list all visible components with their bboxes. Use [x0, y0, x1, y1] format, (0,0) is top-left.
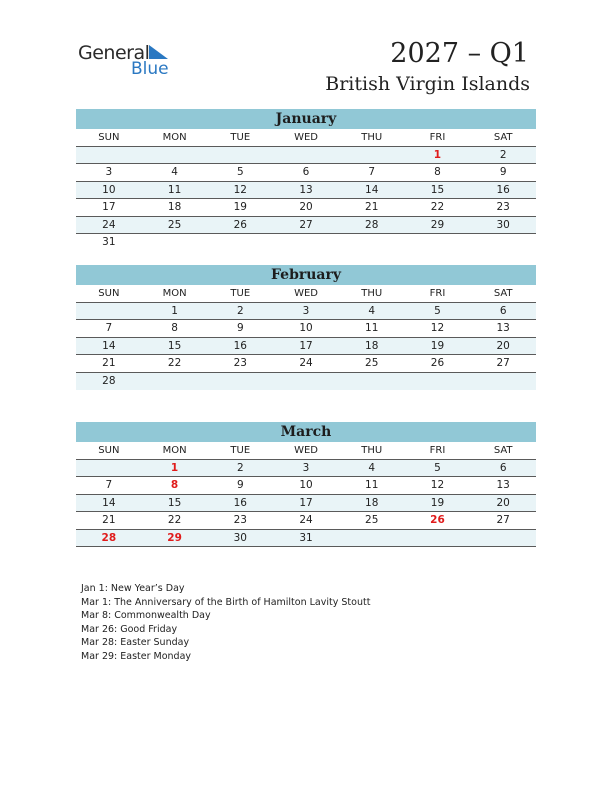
week-row [76, 217, 536, 235]
date-cell: 21 [102, 357, 116, 369]
date-cell: 11 [365, 479, 379, 491]
date-cell [273, 373, 339, 391]
holiday-notes [81, 582, 370, 663]
date-cell: 23 [496, 201, 510, 213]
week-row [76, 495, 536, 513]
date-cell: 10 [299, 479, 313, 491]
date-cell: 16 [233, 496, 247, 509]
date-cell [405, 373, 471, 391]
date-cell: 13 [496, 479, 510, 491]
month-calendar-january [76, 109, 536, 252]
weekday-label: TUE [230, 132, 251, 143]
date-cell: 2 [499, 148, 507, 161]
date-cell: 12 [233, 183, 247, 196]
date-cell: 17 [299, 339, 313, 352]
date-cell [273, 147, 339, 164]
logo-text-general: General [78, 42, 150, 64]
page-subtitle: British Virgin Islands [325, 73, 530, 95]
date-cell: 3 [302, 461, 310, 474]
weekday-label: WED [294, 445, 318, 456]
week-row [76, 147, 536, 165]
date-cell [405, 234, 471, 252]
weekday-label: TUE [230, 288, 251, 299]
holiday-date-cell: 1 [433, 148, 442, 161]
weekday-label: FRI [429, 445, 446, 456]
weekday-label: THU [361, 132, 383, 143]
date-cell: 2 [236, 461, 244, 474]
week-row [76, 303, 536, 321]
week-row [76, 373, 536, 391]
date-cell: 6 [302, 166, 310, 178]
weekday-label: MON [162, 132, 187, 143]
weekday-header-row [76, 285, 536, 303]
date-cell: 26 [233, 218, 247, 231]
week-row [76, 355, 536, 373]
date-cell [142, 234, 208, 252]
date-cell: 31 [299, 531, 313, 544]
date-cell: 4 [171, 166, 178, 178]
date-cell [142, 147, 208, 164]
weekday-label: SUN [98, 288, 120, 299]
week-row [76, 512, 536, 530]
date-cell: 17 [299, 496, 313, 509]
date-cell [339, 234, 405, 252]
date-cell: 18 [365, 339, 379, 352]
date-cell [76, 460, 142, 477]
date-cell: 11 [365, 322, 379, 334]
date-cell: 30 [233, 531, 247, 544]
date-cell: 15 [430, 183, 445, 196]
date-cell [273, 234, 339, 252]
date-cell: 19 [430, 496, 445, 509]
month-title: March [76, 422, 536, 442]
date-cell: 25 [365, 514, 379, 526]
date-cell: 8 [434, 166, 441, 178]
date-cell: 23 [233, 514, 247, 526]
date-cell: 29 [430, 218, 445, 231]
date-cell: 13 [496, 322, 510, 334]
date-cell: 2 [236, 304, 244, 317]
weekday-label: SUN [98, 132, 120, 143]
date-cell: 14 [365, 183, 379, 196]
date-cell [207, 147, 273, 164]
date-cell: 21 [102, 514, 116, 526]
date-cell [76, 303, 142, 320]
date-cell: 3 [105, 166, 113, 178]
week-row [76, 477, 536, 495]
holiday-date-cell: 28 [101, 531, 117, 544]
date-cell: 10 [102, 183, 116, 196]
date-cell: 5 [434, 461, 441, 474]
date-cell: 7 [105, 479, 113, 491]
date-cell: 27 [496, 514, 510, 526]
logo-triangle-icon [149, 45, 168, 59]
weekday-label: FRI [429, 288, 446, 299]
date-cell: 1 [171, 304, 178, 317]
month-title: February [76, 265, 536, 285]
week-row [76, 530, 536, 548]
date-cell: 12 [430, 479, 445, 491]
date-cell: 28 [102, 374, 116, 387]
holiday-date-cell: 29 [167, 531, 182, 544]
date-cell: 20 [496, 496, 510, 509]
date-cell: 27 [299, 218, 313, 231]
date-cell [339, 530, 405, 547]
date-cell: 18 [365, 496, 379, 509]
date-cell: 27 [496, 357, 510, 369]
weekday-label: WED [294, 132, 318, 143]
date-cell: 9 [236, 322, 244, 334]
weekday-label: THU [361, 288, 383, 299]
date-cell [470, 530, 536, 547]
date-cell [207, 234, 273, 252]
date-cell: 7 [105, 322, 113, 334]
month-calendar-march [76, 422, 536, 547]
weekday-label: MON [162, 445, 187, 456]
holiday-note: Mar 29: Easter Monday [81, 650, 192, 662]
page-title: 2027 – Q1 [390, 38, 529, 69]
date-cell: 11 [167, 183, 182, 196]
date-cell [142, 373, 208, 391]
date-cell: 16 [233, 339, 247, 352]
date-cell: 8 [171, 322, 178, 334]
logo-text-blue: Blue [131, 59, 169, 79]
weekday-label: MON [162, 288, 187, 299]
weekday-label: THU [361, 445, 383, 456]
date-cell: 19 [430, 339, 445, 352]
weekday-label: WED [294, 288, 318, 299]
week-row [76, 338, 536, 356]
date-cell: 25 [365, 357, 379, 369]
date-cell: 15 [167, 339, 182, 352]
date-cell: 22 [430, 201, 445, 213]
date-cell [339, 147, 405, 164]
weekday-label: SAT [493, 288, 513, 299]
week-row [76, 182, 536, 200]
date-cell: 6 [499, 461, 507, 474]
date-cell: 30 [496, 218, 510, 231]
date-cell: 24 [299, 514, 313, 526]
date-cell: 25 [167, 218, 182, 231]
weekday-label: SAT [493, 132, 513, 143]
date-cell [470, 234, 536, 252]
date-cell: 24 [299, 357, 313, 369]
holiday-note: Mar 28: Easter Sunday [81, 637, 190, 648]
holiday-note: Mar 1: The Anniversary of the Birth of Hamilton Lavity Stoutt [81, 596, 371, 608]
date-cell: 22 [167, 357, 182, 369]
weekday-header-row [76, 442, 536, 460]
date-cell: 14 [102, 339, 116, 352]
weekday-header-row [76, 129, 536, 147]
week-row [76, 164, 536, 182]
date-cell: 17 [102, 201, 116, 213]
date-cell: 5 [236, 166, 244, 178]
date-cell: 26 [430, 357, 445, 369]
holiday-note: Mar 8: Commonwealth Day [81, 610, 211, 621]
date-cell: 4 [368, 461, 376, 474]
date-cell: 7 [368, 166, 376, 178]
date-cell: 14 [102, 496, 116, 509]
date-cell: 22 [167, 514, 182, 526]
date-cell: 4 [368, 304, 376, 317]
date-cell: 16 [496, 183, 510, 196]
date-cell: 6 [499, 304, 507, 317]
week-row [76, 320, 536, 338]
date-cell [339, 373, 405, 391]
date-cell [207, 373, 273, 391]
date-cell: 23 [233, 357, 247, 369]
date-cell: 9 [236, 479, 244, 491]
date-cell: 21 [365, 201, 379, 213]
holiday-date-cell: 26 [430, 514, 445, 526]
date-cell [470, 373, 536, 391]
date-cell: 24 [102, 218, 116, 231]
weekday-label: TUE [230, 445, 251, 456]
date-cell: 15 [167, 496, 182, 509]
date-cell [405, 530, 471, 547]
weekday-label: FRI [429, 132, 446, 143]
date-cell [76, 147, 142, 164]
month-calendar-february [76, 265, 536, 390]
holiday-note: Mar 26: Good Friday [81, 623, 178, 635]
brand-logo [78, 42, 178, 82]
week-row [76, 234, 536, 252]
date-cell: 5 [434, 304, 441, 317]
week-row [76, 460, 536, 478]
date-cell: 3 [302, 304, 310, 317]
date-cell: 10 [299, 322, 313, 334]
date-cell: 20 [299, 201, 313, 213]
holiday-date-cell: 8 [170, 479, 179, 491]
date-cell: 13 [299, 183, 313, 196]
holiday-date-cell: 1 [170, 461, 179, 474]
date-cell: 18 [167, 201, 182, 213]
date-cell: 31 [102, 236, 116, 248]
date-cell: 12 [430, 322, 445, 334]
week-row [76, 199, 536, 217]
date-cell: 28 [365, 218, 379, 231]
date-cell: 9 [499, 166, 507, 178]
weekday-label: SAT [493, 445, 513, 456]
month-title: January [76, 109, 536, 129]
holiday-note: Jan 1: New Year’s Day [81, 583, 185, 594]
weekday-label: SUN [98, 445, 120, 456]
date-cell: 20 [496, 339, 510, 352]
date-cell: 19 [233, 201, 247, 213]
